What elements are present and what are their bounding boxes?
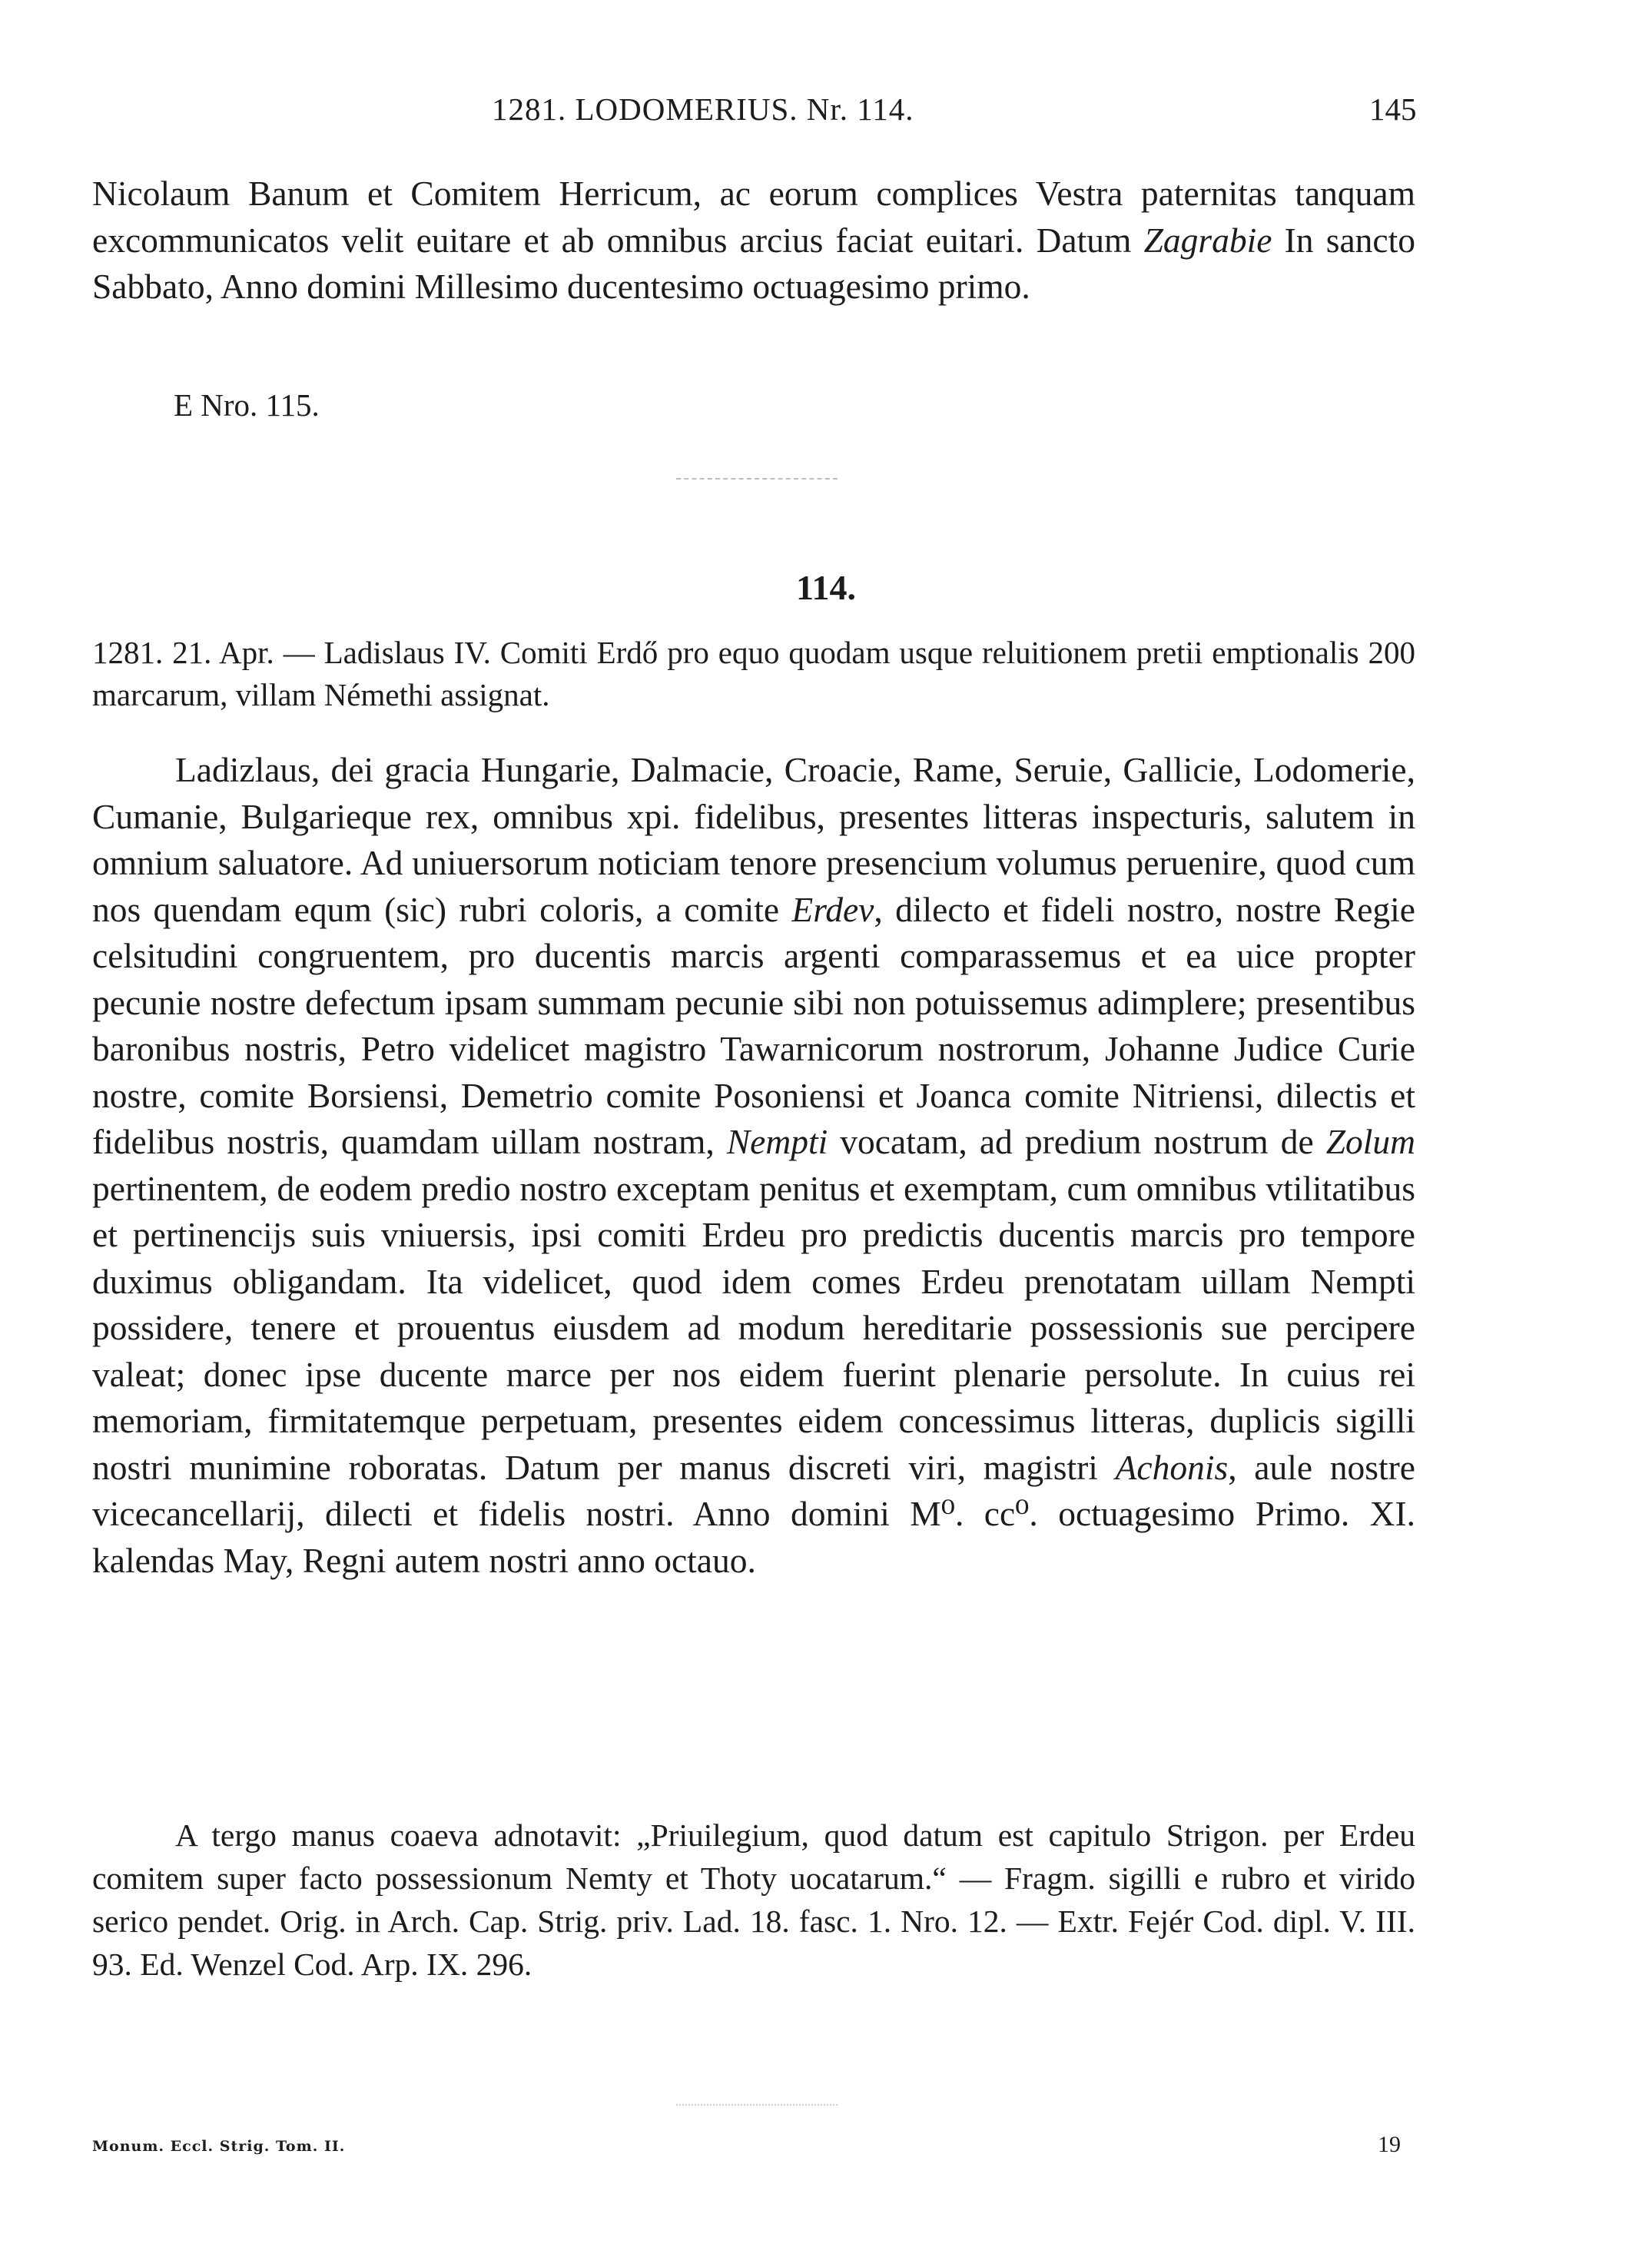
continuation-after-place: In sancto Sabbato, Anno domini Millesimo ducentesimo octuagesimo primo.: [92, 220, 1415, 306]
charter-part-2: , dilecto et fideli nostro, nostre Regie celsitudini congruentem, pro ducentis marcis argenti comparassemus et ea uice propter pecunie nostre defectum ipsam summam pecunie sibi non potuissemus adimplere; presentibus baronibus nostris, Petro videlicet magistro Tawarnicorum nostrorum, Johanne Judice Curie nostre, comite Borsiensi, Demetrio comite Posoniensi et Joanca comite Nitriensi, dilectis et fidelibus nostris, quamdam uillam nostram,: [92, 889, 1415, 1161]
apparatus-text: A tergo manus coaeva adnotavit: „Priuilegium, quod datum est capitulo Strigon. per Erdeu comitem super facto possessionum Nemty et Thoty uocatarum.“ — Fragm. sigilli e rubro et virido serico pendet. Orig. in Arch. Cap. Strig. priv. Lad. 18. fasc. 1. Nro. 12. — Extr. Fejér Cod. dipl. V. III. 93. Ed. Wenzel Cod. Arp. IX. 296.: [92, 1817, 1415, 1982]
document-number: 114.: [796, 568, 856, 607]
charter-part-3: vocatam, ad predium nostrum de: [828, 1122, 1326, 1161]
regest-text: 1281. 21. Apr. — Ladislaus IV. Comiti Erdő pro equo quodam usque reluitionem pretii emptionalis 200 marcarum, villam Némethi assignat.: [92, 635, 1415, 712]
footer-signature: Monum. Eccl. Strig. Tom. II.: [92, 2138, 346, 2155]
running-head: [0, 91, 1652, 137]
running-title: 1281. LODOMERIUS. Nr. 114.: [492, 91, 914, 127]
continuation-text: [92, 171, 1415, 310]
page-number: 145: [1369, 91, 1417, 127]
section-separator: [676, 478, 838, 480]
name-achonis: Achonis: [1115, 1447, 1229, 1487]
continuation-paragraph: [92, 171, 1415, 310]
charter-text: [92, 747, 1415, 1584]
name-zolum: Zolum: [1325, 1122, 1415, 1161]
name-nempti: Nempti: [726, 1122, 828, 1161]
cross-reference: E Nro. 115.: [174, 387, 320, 423]
charter-part-5: , aule nostre vicecancellarij, dilecti et fidelis nostri. Anno domini M⁰. cc⁰. octuagesimo Primo. XI. kalendas May, Regni autem nostri anno octauo.: [92, 1447, 1415, 1580]
footer-sheet-number: 19: [1378, 2132, 1401, 2157]
place-name-zagrabie: Zagrabie: [1143, 220, 1272, 260]
charter-part-1: Ladizlaus, dei gracia Hungarie, Dalmacie, Croacie, Rame, Seruie, Gallicie, Lodomerie, Cumanie, Bulgarieque rex, omnibus xpi. fidelibus, presentes litteras inspecturis, salutem in omnium saluatore. Ad uniuersorum noticiam tenore presencium volumus peruenire, quod cum nos quendam equm (sic) rubri coloris, a comite: [92, 750, 1415, 929]
name-erdev: Erdev: [791, 889, 874, 929]
end-ornament: [676, 2104, 838, 2106]
continuation-before-place: Nicolaum Banum et Comitem Herricum, ac eorum complices Vestra paternitas tanquam excommunicatos velit euitare et ab omnibus arcius faciat euitari. Datum: [92, 174, 1415, 260]
charter-paragraph: [92, 747, 1415, 1584]
regest-summary: [92, 632, 1415, 716]
critical-apparatus: [92, 1814, 1415, 1986]
charter-part-4: pertinentem, de eodem predio nostro exceptam penitus et exemptam, cum omnibus vtilitatibus et pertinencijs suis vniuersis, ipsi comiti Erdeu pro predictis ducentis marcis pro tempore duximus obligandam. Ita videlicet, quod idem comes Erdeu prenotatam uillam Nempti possidere, tenere et prouentus eiusdem ad modum hereditarie possessionis sue percipere valeat; donec ipse ducente marce per nos eidem fuerint plenarie persolute. In cuius rei memoriam, firmitatemque perpetuam, presentes eidem concessimus litteras, duplicis sigilli nostri munimine roboratas. Datum per manus discreti viri, magistri: [92, 1168, 1415, 1487]
